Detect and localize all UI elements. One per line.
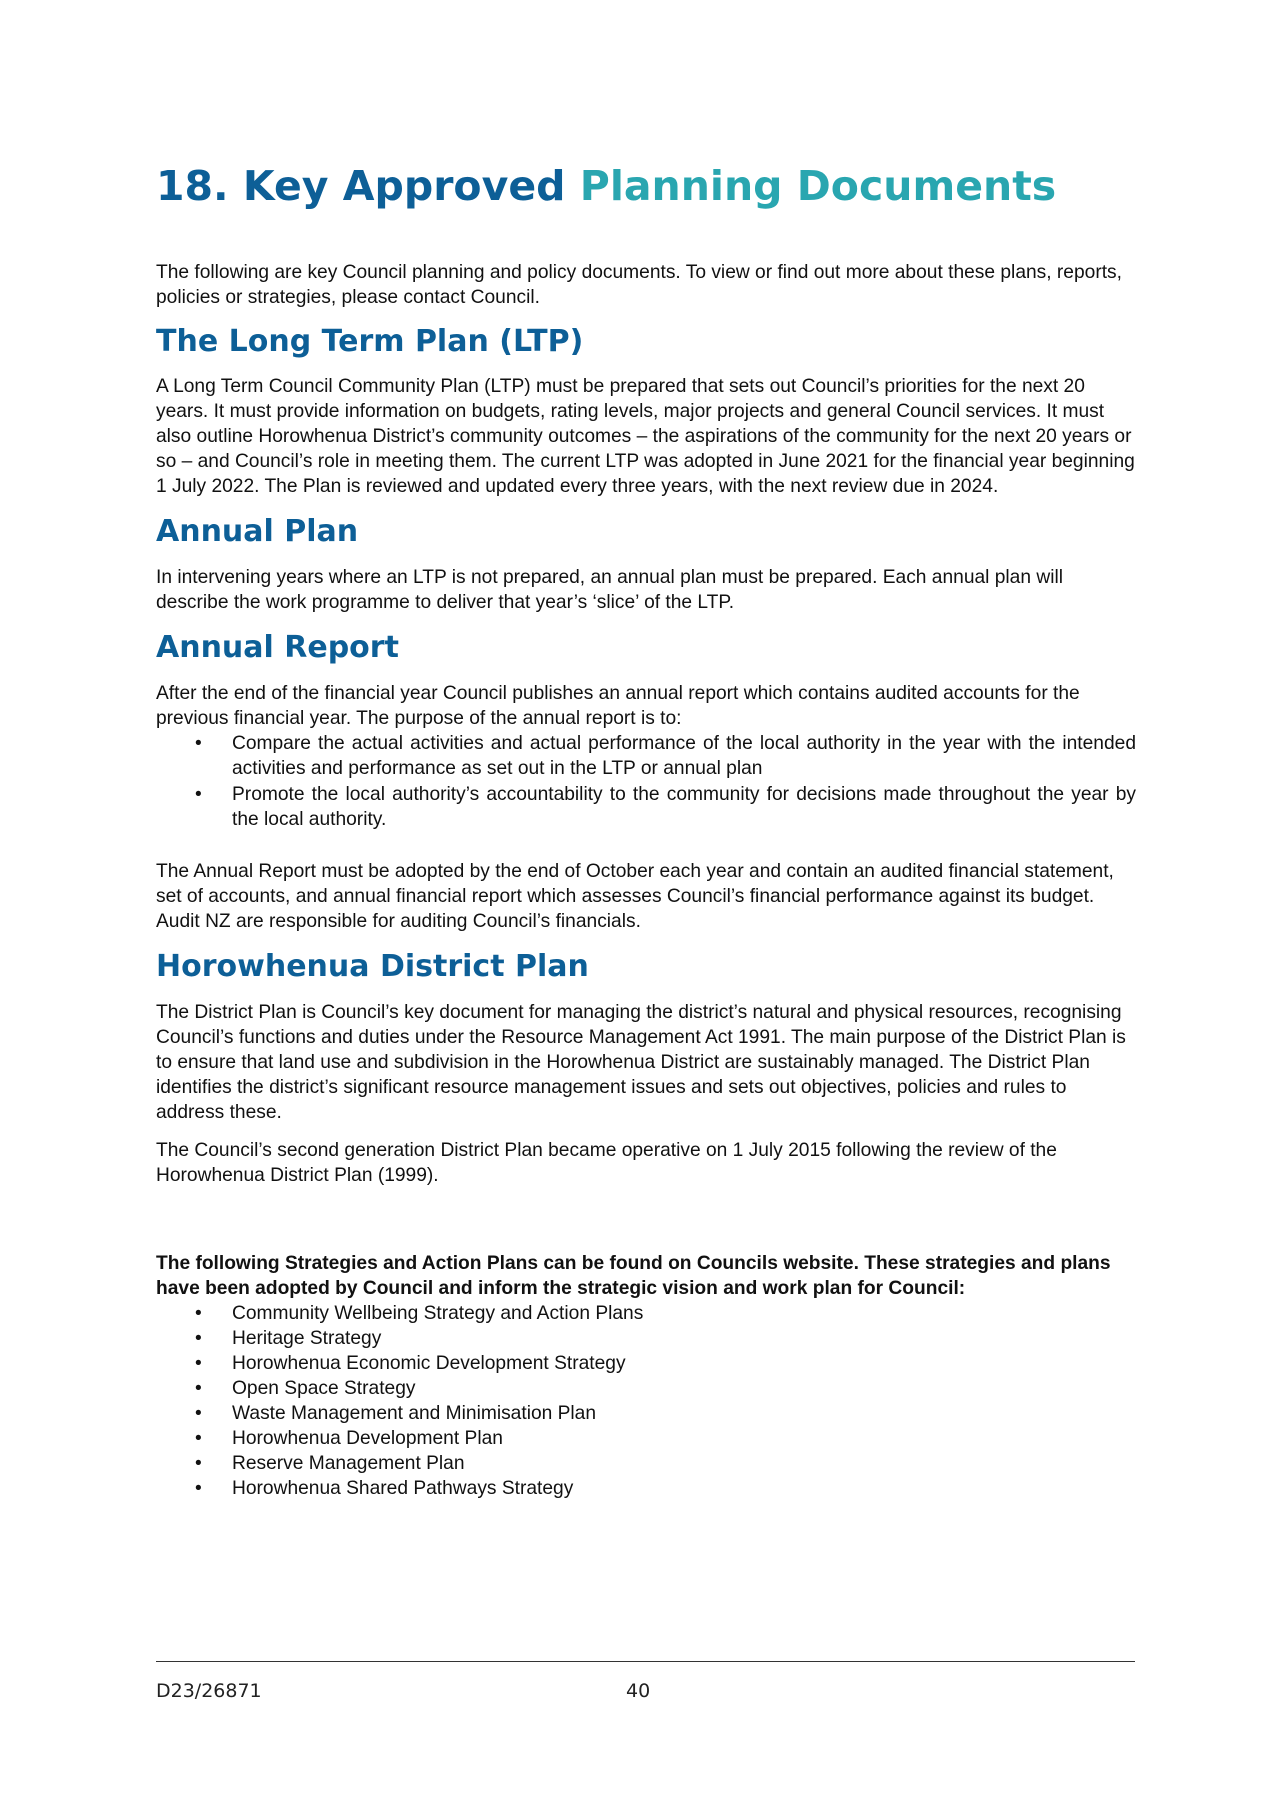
page-content — [156, 158, 1136, 1501]
page-title — [156, 158, 1136, 214]
list-item — [156, 1476, 1136, 1501]
bullet-icon: • — [195, 1303, 202, 1324]
bullet-icon: • — [195, 1403, 202, 1424]
district-plan-operative-paragraph: The Council’s second generation District Plan became operative on 1 July 2015 following the review of the Horowhenua District Plan (1999). — [156, 1140, 1057, 1186]
list-item-text: Open Space Strategy — [232, 1378, 416, 1399]
intro-paragraph: The following are key Council planning and policy documents. To view or find out more about these plans, reports, policies or strategies, please contact Council. — [156, 262, 1122, 308]
annual-report-heading: Annual Report — [156, 630, 399, 665]
bullet-icon: • — [195, 1478, 202, 1499]
list-item-text: Reserve Management Plan — [232, 1453, 465, 1474]
list-item — [156, 1301, 1136, 1326]
list-item — [156, 1376, 1136, 1401]
section-number: 18. — [156, 162, 229, 210]
list-item — [156, 1326, 1136, 1351]
list-item — [156, 1351, 1136, 1376]
title-part-primary: Key Approved — [242, 162, 566, 210]
list-item-text: Heritage Strategy — [232, 1328, 382, 1349]
ltp-paragraph: A Long Term Council Community Plan (LTP) must be prepared that sets out Council’s priorities for the next 20 years. It must provide information on budgets, rating levels, major projects and general Council services. It must also outline Horowhenua District’s community outcomes – the aspirations of the community for the next 20 years or so – and Council’s role in meeting them. The current LTP was adopted in June 2021 for the financial year beginning 1 July 2022. The Plan is reviewed and updated every three years, with the next review due in 2024. — [156, 376, 1135, 497]
strategies-lead-paragraph: The following Strategies and Action Plans can be found on Councils website. These strategies and plans have been adopted by Council and inform the strategic vision and work plan for Council: — [156, 1253, 1111, 1299]
title-part-secondary: Planning Documents — [579, 162, 1057, 210]
list-item — [156, 1426, 1136, 1451]
strategies-list — [156, 1301, 1136, 1501]
list-item-text: Promote the local authority’s accountability to the community for decisions made throughout the year by the local authority. — [232, 784, 1136, 830]
bullet-icon: • — [195, 1353, 202, 1374]
district-plan-paragraph: The District Plan is Council’s key document for managing the district’s natural and physical resources, recognising Council’s functions and duties under the Resource Management Act 1991. The main purpose of the District Plan is to ensure that land use and subdivision in the Horowhenua District are sustainably managed. The District Plan identifies the district’s significant resource management issues and sets out objectives, policies and rules to address these. — [156, 1002, 1126, 1123]
annual-report-paragraph: After the end of the financial year Council publishes an annual report which contains audited accounts for the previous financial year. The purpose of the annual report is to: — [156, 683, 1080, 729]
bullet-icon: • — [195, 1428, 202, 1449]
list-item — [156, 1401, 1136, 1426]
bullet-icon: • — [195, 784, 202, 805]
list-item — [156, 782, 1136, 832]
annual-report-purpose-list — [156, 731, 1136, 832]
list-item — [156, 1451, 1136, 1476]
footer-document-reference: D23/26871 — [156, 1680, 262, 1702]
bullet-icon: • — [195, 1378, 202, 1399]
footer-divider — [156, 1661, 1135, 1662]
list-item-text: Horowhenua Economic Development Strategy — [232, 1353, 626, 1374]
annual-plan-paragraph: In intervening years where an LTP is not prepared, an annual plan must be prepared. Each annual plan will describe the work programme to deliver that year’s ‘slice’ of the LTP. — [156, 567, 1064, 613]
list-item-text: Compare the actual activities and actual performance of the local authority in the year with the intended activities and performance as set out in the LTP or annual plan — [232, 733, 1136, 779]
list-item-text: Horowhenua Shared Pathways Strategy — [232, 1478, 574, 1499]
ltp-heading: The Long Term Plan (LTP) — [156, 324, 584, 359]
bullet-icon: • — [195, 1453, 202, 1474]
bullet-icon: • — [195, 1328, 202, 1349]
annual-plan-heading: Annual Plan — [156, 514, 359, 549]
list-item-text: Waste Management and Minimisation Plan — [232, 1403, 597, 1424]
footer-page-number: 40 — [626, 1680, 651, 1702]
annual-report-adoption-paragraph: The Annual Report must be adopted by the end of October each year and contain an audited financial statement, set of accounts, and annual financial report which assesses Council’s financial performance against its budget. Audit NZ are responsible for auditing Council’s financials. — [156, 861, 1114, 932]
bullet-icon: • — [195, 733, 202, 754]
list-item-text: Community Wellbeing Strategy and Action Plans — [232, 1303, 644, 1324]
list-item-text: Horowhenua Development Plan — [232, 1428, 503, 1449]
district-plan-heading: Horowhenua District Plan — [156, 949, 589, 984]
list-item — [156, 731, 1136, 781]
